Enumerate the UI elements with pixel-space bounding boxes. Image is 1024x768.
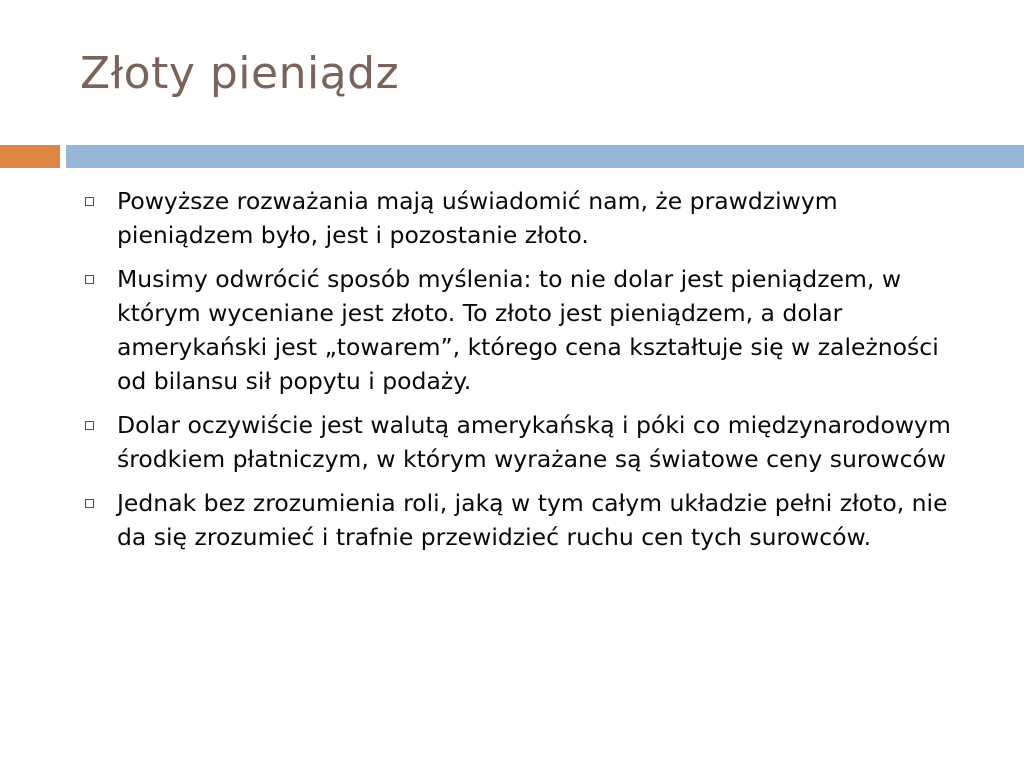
square-bullet-icon xyxy=(85,197,94,206)
bullet-item xyxy=(80,184,960,252)
title-accent-bar xyxy=(0,145,60,168)
bullet-list xyxy=(80,184,960,554)
bullet-text: Jednak bez zrozumienia roli, jaką w tym całym układzie pełni złoto, nie da się zrozumieć i trafnie przewidzieć ruchu cen tych surowców. xyxy=(117,489,948,551)
bullet-item xyxy=(80,486,960,554)
bullet-item xyxy=(80,408,960,476)
bullet-item xyxy=(80,262,960,398)
slide-title: Złoty pieniądz xyxy=(80,48,400,99)
bullet-text: Musimy odwrócić sposób myślenia: to nie dolar jest pieniądzem, w którym wyceniane jest złoto. To złoto jest pieniądzem, a dolar amerykański jest „towarem”, którego cena kształtuje się w zależności od bilansu sił popytu i podaży. xyxy=(117,265,939,395)
bullet-text: Powyższe rozważania mają uświadomić nam, że prawdziwym pieniądzem było, jest i pozostanie złoto. xyxy=(117,187,838,249)
square-bullet-icon xyxy=(85,499,94,508)
square-bullet-icon xyxy=(85,275,94,284)
title-underline-bar xyxy=(66,145,1024,168)
square-bullet-icon xyxy=(85,421,94,430)
slide-content xyxy=(80,184,960,564)
bullet-text: Dolar oczywiście jest walutą amerykańską i póki co międzynarodowym środkiem płatniczym, w którym wyrażane są światowe ceny surowców xyxy=(117,411,951,473)
